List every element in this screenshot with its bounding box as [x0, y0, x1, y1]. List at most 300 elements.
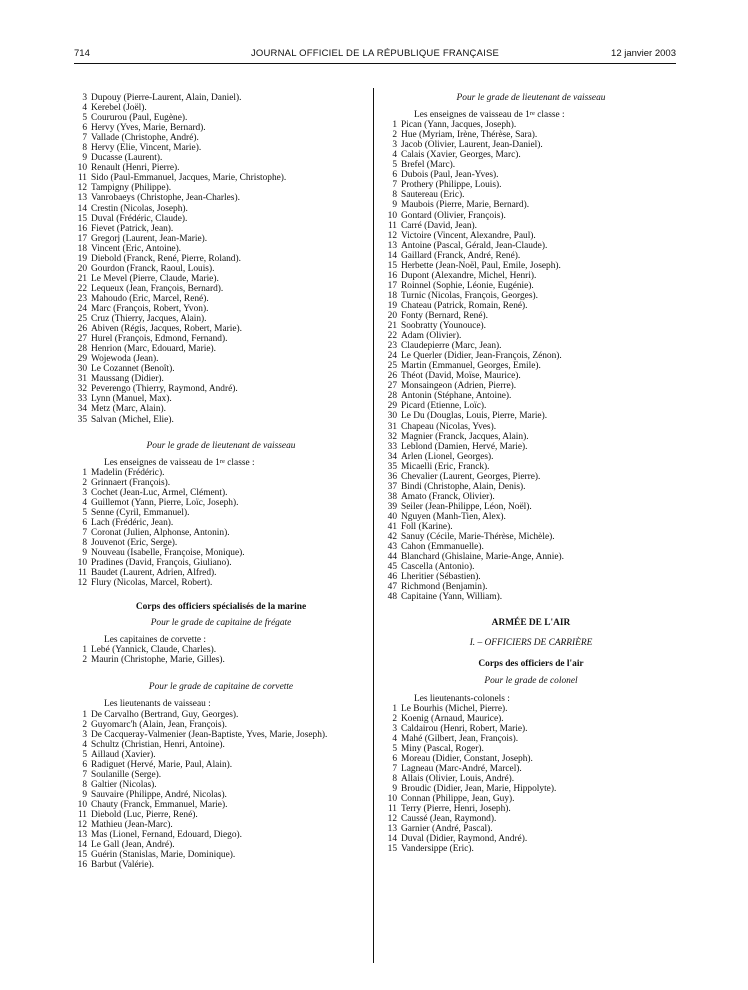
rank-number: 13 [77, 830, 87, 841]
officer-name: Jouvenot (Eric, Serge). [91, 537, 178, 548]
list-item [76, 468, 366, 478]
list-item [386, 552, 676, 562]
list-item [76, 508, 366, 518]
officer-name: Le Mevel (Pierre, Claude, Marie). [91, 273, 219, 284]
list-item [386, 512, 676, 522]
officer-name: Mas (Lionel, Fernand, Edouard, Diego). [91, 830, 243, 841]
officer-name: Brefel (Marc). [401, 160, 456, 171]
officer-name: Duval (Didier, Raymond, André). [401, 834, 528, 845]
officer-name: Renault (Henri, Pierre). [91, 163, 180, 174]
list-item [386, 180, 676, 190]
rank-number: 6 [82, 517, 87, 528]
rank-number: 37 [387, 481, 397, 492]
officer-name: Mathieu (Jean-Marc). [91, 820, 173, 831]
officer-name: Lheritier (Sébastien). [401, 572, 481, 583]
list-item [76, 204, 366, 214]
list-item [386, 271, 676, 281]
list-item [386, 794, 676, 804]
list-item [76, 740, 366, 750]
officer-name: Mahoudo (Eric, Marcel, René). [91, 293, 209, 304]
list-item [386, 502, 676, 512]
list-item [76, 183, 366, 193]
rank-number: 11 [387, 220, 397, 231]
officer-name: Amato (Franck, Olivier). [401, 491, 495, 502]
list-item [386, 582, 676, 592]
lieutenants-colonels-label: Les lieutenants-colonels : [414, 693, 510, 704]
officer-name: Madelin (Frédéric). [91, 467, 165, 478]
list-item [386, 784, 676, 794]
rank-number: 44 [387, 552, 397, 563]
grade-heading-lieutenant-vaisseau: Pour le grade de lieutenant de vaisseau [146, 440, 296, 451]
rank-number: 12 [77, 820, 87, 831]
officer-name: Caldairou (Henri, Robert, Marie). [401, 723, 528, 734]
rank-number: 8 [82, 779, 87, 790]
rank-number: 28 [77, 344, 87, 355]
list-item [386, 411, 676, 421]
rank-number: 35 [387, 461, 397, 472]
corps-heading-officiers-air: Corps des officiers de l'air [478, 659, 584, 670]
rank-number: 8 [392, 190, 397, 201]
list-item [76, 354, 366, 364]
list-enseignes-right [386, 120, 676, 602]
rank-number: 3 [82, 487, 87, 498]
officer-name: Prothery (Philippe, Louis). [401, 180, 502, 191]
officer-name: Caussé (Jean, Raymond). [401, 814, 497, 825]
rank-number: 43 [387, 542, 397, 553]
officer-name: Diebold (Luc, Pierre, René). [91, 810, 198, 820]
officer-name: Cahon (Emmanuelle). [401, 542, 484, 553]
rank-number: 11 [77, 173, 87, 184]
list-item [76, 750, 366, 760]
list-item [386, 311, 676, 321]
enseignes-label-right: Les enseignes de vaisseau de 1re classe : [414, 110, 565, 121]
rank-number: 15 [77, 850, 87, 861]
officer-name: Sautereau (Eric). [401, 190, 465, 201]
rank-number: 2 [82, 719, 87, 730]
list-enseignes [76, 468, 366, 589]
officer-name: Nouveau (Isabelle, Françoise, Monique). [91, 548, 245, 559]
list-item [386, 221, 676, 231]
officer-name: Flury (Nicolas, Marcel, Robert). [91, 578, 213, 589]
officer-name: Hervy (Yves, Marie, Bernard). [91, 123, 206, 134]
list-item [76, 294, 366, 304]
corps-heading-specialises: Corps des officiers spécialisés de la marine [135, 602, 307, 613]
list-item [76, 800, 366, 810]
officer-name: Dupouy (Pierre-Laurent, Alain, Daniel). [91, 93, 242, 103]
officer-name: Bindi (Christophe, Alain, Denis). [401, 481, 526, 492]
list-item [76, 334, 366, 344]
list-item [76, 710, 366, 720]
officer-name: Garnier (André, Pascal). [401, 824, 493, 835]
rank-number: 4 [82, 103, 87, 114]
rank-number: 4 [82, 739, 87, 750]
officer-name: Marc (François, Robert, Yvon). [91, 303, 209, 314]
enseignes-label: Les enseignes de vaisseau de 1re classe : [104, 457, 255, 468]
rank-number: 4 [392, 733, 397, 744]
rank-number: 21 [387, 321, 397, 332]
rank-number: 14 [77, 203, 87, 214]
rank-number: 45 [387, 562, 397, 573]
officer-name: Monsaingeon (Adrien, Pierre). [401, 381, 517, 392]
officer-name: Koenig (Arnaud, Maurice). [401, 713, 504, 724]
officer-name: Peverengo (Thierry, Raymond, André). [91, 384, 238, 395]
rank-number: 5 [392, 743, 397, 754]
section-heading-armee-air: ARMÉE DE L'AIR [491, 618, 571, 629]
rank-number: 20 [77, 263, 87, 274]
list-item [76, 193, 366, 203]
rank-number: 17 [387, 280, 397, 291]
list-item [386, 241, 676, 251]
list-item [386, 432, 676, 442]
list-item [76, 143, 366, 153]
list-item [386, 231, 676, 241]
officer-name: Salvan (Michel, Elie). [91, 414, 174, 425]
list-item [76, 478, 366, 488]
list-item [386, 714, 676, 724]
officer-name: Crestin (Nicolas, Joseph). [91, 203, 188, 214]
list-item [76, 113, 366, 123]
officer-name: Capitaine (Yann, William). [401, 592, 503, 603]
list-item [386, 462, 676, 472]
rank-number: 27 [387, 381, 397, 392]
officer-name: Blanchard (Ghislaine, Marie-Ange, Annie). [401, 552, 564, 563]
officer-name: Le Cozannet (Benoît). [91, 364, 175, 375]
rank-number: 38 [387, 491, 397, 502]
officer-name: Moreau (Didier, Constant, Joseph). [401, 753, 533, 764]
rank-number: 25 [387, 361, 397, 372]
officer-name: Victoire (Vincent, Alexandre, Paul). [401, 230, 536, 241]
rank-number: 2 [82, 655, 87, 666]
officer-name: Barbut (Valérie). [91, 860, 154, 871]
officer-name: Guyomarc'h (Alain, Jean, François). [91, 719, 228, 730]
officer-name: Aillaud (Xavier). [91, 749, 156, 760]
lieutenants-vaisseau-label: Les lieutenants de vaisseau : [104, 699, 211, 710]
rank-number: 5 [82, 749, 87, 760]
list-item [386, 281, 676, 291]
officer-name: Baudet (Laurent, Adrien, Alfred). [91, 568, 217, 579]
list-item [386, 724, 676, 734]
officer-name: Cruz (Thierry, Jacques, Alain). [91, 314, 207, 325]
list-item [386, 442, 676, 452]
rank-number: 9 [392, 200, 397, 211]
list-item [76, 274, 366, 284]
list-item [386, 251, 676, 261]
officer-name: Wojewoda (Jean). [91, 354, 159, 365]
officer-name: Hurel (François, Edmond, Fernand). [91, 334, 228, 345]
page-number: 714 [74, 48, 90, 59]
rank-number: 30 [77, 364, 87, 375]
list-item [386, 562, 676, 572]
list-item [76, 173, 366, 183]
list-item [76, 488, 366, 498]
list-item [386, 492, 676, 502]
rank-number: 16 [387, 270, 397, 281]
officer-name: Vandersippe (Eric). [401, 844, 474, 855]
list-item [76, 103, 366, 113]
list-item [76, 820, 366, 830]
officer-name: Théot (David, Moïse, Maurice). [401, 371, 521, 382]
rank-number: 17 [77, 233, 87, 244]
officer-name: Lach (Frédéric, Jean). [91, 517, 174, 528]
list-officers-continued [76, 93, 366, 425]
rank-number: 25 [77, 314, 87, 325]
rank-number: 42 [387, 532, 397, 543]
rank-number: 19 [77, 253, 87, 264]
list-item [76, 760, 366, 770]
list-item [386, 381, 676, 391]
journal-title: JOURNAL OFFICIEL DE LA RÉPUBLIQUE FRANÇAISE [250, 48, 500, 59]
officer-name: Broudic (Didier, Jean, Marie, Hippolyte). [401, 783, 557, 794]
rank-number: 31 [77, 374, 87, 385]
list-item [76, 415, 366, 425]
list-lieutenants-colonels [386, 704, 676, 855]
rank-number: 24 [77, 303, 87, 314]
list-item [76, 860, 366, 870]
header-rule [74, 63, 676, 64]
list-item [386, 401, 676, 411]
rank-number: 2 [392, 713, 397, 724]
officer-name: Hervy (Elie, Vincent, Marie). [91, 143, 202, 154]
rank-number: 6 [392, 753, 397, 764]
officer-name: Kerebel (Joël). [91, 103, 147, 114]
list-item [76, 645, 366, 655]
officer-name: Chateau (Patrick, Romain, René). [401, 300, 528, 311]
list-item [386, 422, 676, 432]
rank-number: 3 [392, 723, 397, 734]
list-item [386, 331, 676, 341]
officer-name: Martin (Emmanuel, Georges, Emile). [401, 361, 541, 372]
list-item [386, 170, 676, 180]
officer-name: Le Querler (Didier, Jean-François, Zénon). [401, 351, 562, 362]
officer-name: Antoine (Pascal, Gérald, Jean-Claude). [401, 240, 548, 251]
officer-name: Le Gall (Jean, André). [91, 840, 175, 851]
officer-name: Senne (Cyril, Emmanuel). [91, 507, 190, 518]
list-item [386, 542, 676, 552]
list-item [76, 850, 366, 860]
list-item [386, 834, 676, 844]
officer-name: Grinnaert (François). [91, 477, 171, 488]
list-item [386, 824, 676, 834]
rank-number: 27 [77, 334, 87, 345]
officer-name: Cochet (Jean-Luc, Armel, Clément). [91, 487, 228, 498]
list-item [386, 744, 676, 754]
list-item [386, 522, 676, 532]
officer-name: Pradines (David, François, Giuliano). [91, 558, 232, 569]
list-item [386, 704, 676, 714]
officer-name: De Carvalho (Bertrand, Guy, Georges). [91, 709, 239, 720]
rank-number: 30 [387, 411, 397, 422]
officer-name: Ducasse (Laurent). [91, 153, 163, 164]
list-item [76, 730, 366, 740]
officer-name: Soulanille (Serge). [91, 769, 162, 780]
rank-number: 26 [387, 371, 397, 382]
rank-number: 13 [77, 193, 87, 204]
officer-name: Maubois (Pierre, Marie, Bernard). [401, 200, 530, 211]
list-item [386, 482, 676, 492]
officer-name: Micaelli (Eric, Franck). [401, 461, 490, 472]
rank-number: 10 [77, 163, 87, 174]
officer-name: Diebold (Franck, René, Pierre, Roland). [91, 253, 241, 264]
rank-number: 13 [387, 240, 397, 251]
list-item [76, 384, 366, 394]
officer-name: Guillemot (Yann, Pierre, Loïc, Joseph). [91, 497, 239, 508]
rank-number: 32 [387, 431, 397, 442]
officer-name: Maussang (Didier). [91, 374, 164, 385]
list-item [386, 592, 676, 602]
rank-number: 23 [77, 293, 87, 304]
rank-number: 14 [77, 840, 87, 851]
rank-number: 34 [77, 404, 87, 415]
list-item [76, 404, 366, 414]
officer-name: Mahé (Gilbert, Jean, François). [401, 733, 519, 744]
rank-number: 5 [82, 507, 87, 518]
officer-name: Roinnel (Sophie, Léonie, Eugénie). [401, 280, 534, 291]
rank-number: 16 [77, 223, 87, 234]
list-item [386, 764, 676, 774]
list-item [76, 224, 366, 234]
rank-number: 2 [82, 477, 87, 488]
officer-name: Le Bourhis (Michel, Pierre). [401, 703, 508, 714]
list-capitaines-corvette [76, 645, 366, 665]
list-item [386, 321, 676, 331]
page-header [74, 48, 676, 62]
officer-name: Fievet (Patrick, Jean). [91, 223, 174, 234]
list-item [76, 558, 366, 568]
officer-name: Foll (Karine). [401, 521, 453, 532]
list-item [76, 568, 366, 578]
issue-date: 12 janvier 2003 [611, 48, 676, 59]
list-item [76, 254, 366, 264]
officer-name: Radiguet (Hervé, Marie, Paul, Alain). [91, 759, 233, 770]
capitaines-corvette-label: Les capitaines de corvette : [104, 635, 207, 646]
rank-number: 18 [77, 243, 87, 254]
list-item [76, 314, 366, 324]
rank-number: 4 [392, 150, 397, 161]
rank-number: 11 [77, 810, 87, 820]
list-item [386, 814, 676, 824]
officer-name: Calais (Xavier, Georges, Marc). [401, 150, 521, 161]
officer-name: Gaillard (Franck, André, René). [401, 250, 521, 261]
officer-name: Gregorj (Laurent, Jean-Marie). [91, 233, 208, 244]
officer-name: Adam (Olivier). [401, 331, 462, 342]
rank-number: 5 [82, 113, 87, 124]
officer-name: Lequeux (Jean, François, Bernard). [91, 283, 224, 294]
rank-number: 15 [77, 213, 87, 224]
rank-number: 1 [82, 709, 87, 720]
list-item [76, 538, 366, 548]
rank-number: 11 [387, 804, 397, 815]
list-item [386, 572, 676, 582]
list-item [386, 734, 676, 744]
list-item [76, 780, 366, 790]
rank-number: 20 [387, 310, 397, 321]
list-item [76, 304, 366, 314]
officer-name: Lagneau (Marc-André, Marcel). [401, 763, 522, 774]
rank-number: 10 [77, 799, 87, 810]
list-item [76, 548, 366, 558]
officer-name: Chapeau (Nicolas, Yves). [401, 421, 497, 432]
rank-number: 12 [387, 230, 397, 241]
rank-number: 1 [392, 703, 397, 714]
officer-name: Lebé (Yannick, Claude, Charles). [91, 645, 217, 656]
rank-number: 3 [82, 93, 87, 103]
officer-name: Metz (Marc, Alain). [91, 404, 166, 415]
list-item [386, 371, 676, 381]
list-item [386, 301, 676, 311]
officer-name: Turnic (Nicolas, François, Georges). [401, 290, 538, 301]
rank-number: 7 [392, 763, 397, 774]
rank-number: 39 [387, 501, 397, 512]
rank-number: 15 [387, 844, 397, 855]
officer-name: Galtier (Nicolas). [91, 779, 157, 790]
rank-number: 22 [387, 331, 397, 342]
list-item [386, 261, 676, 271]
list-item [76, 364, 366, 374]
rank-number: 14 [387, 834, 397, 845]
list-item [386, 120, 676, 130]
rank-number: 3 [82, 729, 87, 740]
list-item [76, 394, 366, 404]
list-item [386, 291, 676, 301]
list-item [76, 830, 366, 840]
list-item [386, 361, 676, 371]
rank-number: 21 [77, 273, 87, 284]
list-item [76, 528, 366, 538]
officer-name: Seiler (Jean-Philippe, Léon, Noël). [401, 501, 532, 512]
officer-name: Jacob (Olivier, Laurent, Jean-Daniel). [401, 140, 543, 151]
rank-number: 46 [387, 572, 397, 583]
right-column [386, 93, 676, 854]
rank-number: 26 [77, 324, 87, 335]
left-column [76, 93, 366, 870]
grade-heading-capitaine-corvette: Pour le grade de capitaine de corvette [148, 682, 294, 693]
officer-name: Coronat (Julien, Alphonse, Antonin). [91, 527, 230, 538]
rank-number: 28 [387, 391, 397, 402]
officer-name: Terry (Pierre, Henri, Joseph). [401, 804, 511, 815]
rank-number: 7 [392, 180, 397, 191]
list-item [76, 264, 366, 274]
list-item [386, 130, 676, 140]
rank-number: 32 [77, 384, 87, 395]
rank-number: 6 [82, 123, 87, 134]
rank-number: 33 [387, 441, 397, 452]
rank-number: 6 [392, 170, 397, 181]
rank-number: 3 [392, 140, 397, 151]
rank-number: 18 [387, 290, 397, 301]
rank-number: 40 [387, 511, 397, 522]
list-item [76, 810, 366, 820]
rank-number: 12 [387, 814, 397, 825]
list-item [386, 211, 676, 221]
list-item [386, 844, 676, 854]
officer-name: Hue (Myriam, Irène, Thérèse, Sara). [401, 130, 538, 141]
officer-name: Tampigny (Philippe). [91, 183, 172, 194]
officer-name: Schultz (Christian, Henri, Antoine). [91, 739, 225, 750]
rank-number: 9 [82, 548, 87, 559]
rank-number: 41 [387, 521, 397, 532]
rank-number: 1 [82, 467, 87, 478]
rank-number: 19 [387, 300, 397, 311]
list-item [386, 351, 676, 361]
rank-number: 34 [387, 451, 397, 462]
rank-number: 31 [387, 421, 397, 432]
rank-number: 9 [82, 789, 87, 800]
rank-number: 5 [392, 160, 397, 171]
list-item [76, 153, 366, 163]
officer-name: Sanuy (Cécile, Marie-Thérèse, Michèle). [401, 532, 555, 543]
list-item [76, 655, 366, 665]
officer-name: Dubois (Paul, Jean-Yves). [401, 170, 499, 181]
